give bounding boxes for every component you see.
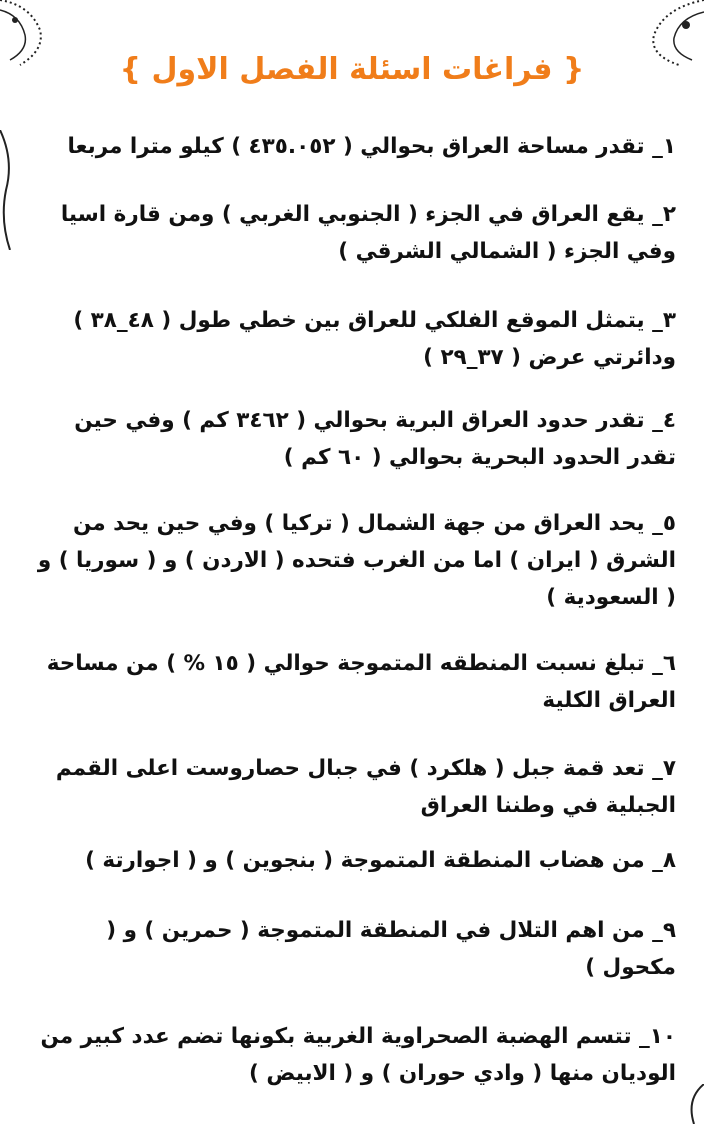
question-3: ٣_ يتمثل الموقع الفلكي للعراق بين خطي طول ( ٤٨_٣٨ ) ودائرتي عرض ( ٣٧_٢٩ ) — [73, 308, 676, 370]
question-10: ١٠_ تتسم الهضبة الصحراوية الغربية بكونها تضم عدد كبير من الوديان منها ( وادي حوران ) و ( الابيض ) — [40, 1024, 676, 1086]
question-5: ٥_ يحد العراق من جهة الشمال ( تركيا ) وفي حين يحد من الشرق ( ايران ) اما من الغرب فتحده ( الاردن ) و ( سوريا ) و ( السعودية ) — [37, 511, 676, 610]
question-8: ٨_ من هضاب المنطقة المتموجة ( بنجوين ) و ( اجوارتة ) — [85, 848, 676, 873]
ornament-bottom-right-icon — [680, 1084, 704, 1124]
ornament-left-edge-icon — [0, 130, 14, 250]
question-7: ٧_ تعد قمة جبل ( هلكرد ) في جبال حصاروست اعلى القمم الجبلية في وطننا العراق — [55, 756, 676, 818]
question-2: ٢_ يقع العراق في الجزء ( الجنوبي الغربي ) ومن قارة اسيا وفي الجزء ( الشمالي الشرقي ) — [60, 202, 676, 264]
question-4: ٤_ تقدر حدود العراق البرية بحوالي ( ٣٤٦٢ كم ) وفي حين تقدر الحدود البحرية بحوالي ( ٦٠ كم ) — [74, 408, 676, 470]
question-9: ٩_ من اهم التلال في المنطقة المتموجة ( حمرين ) و ( مكحول ) — [106, 918, 676, 980]
page-title: { فراغات اسئلة الفصل الاول } — [119, 52, 585, 87]
question-1: ١_ تقدر مساحة العراق بحوالي ( ٤٣٥.٠٥٢ ) كيلو مترا مربعا — [67, 134, 676, 159]
question-6: ٦_ تبلغ نسبت المنطقه المتموجة حوالي ( ١٥ % ) من مساحة العراق الكلية — [46, 651, 676, 713]
